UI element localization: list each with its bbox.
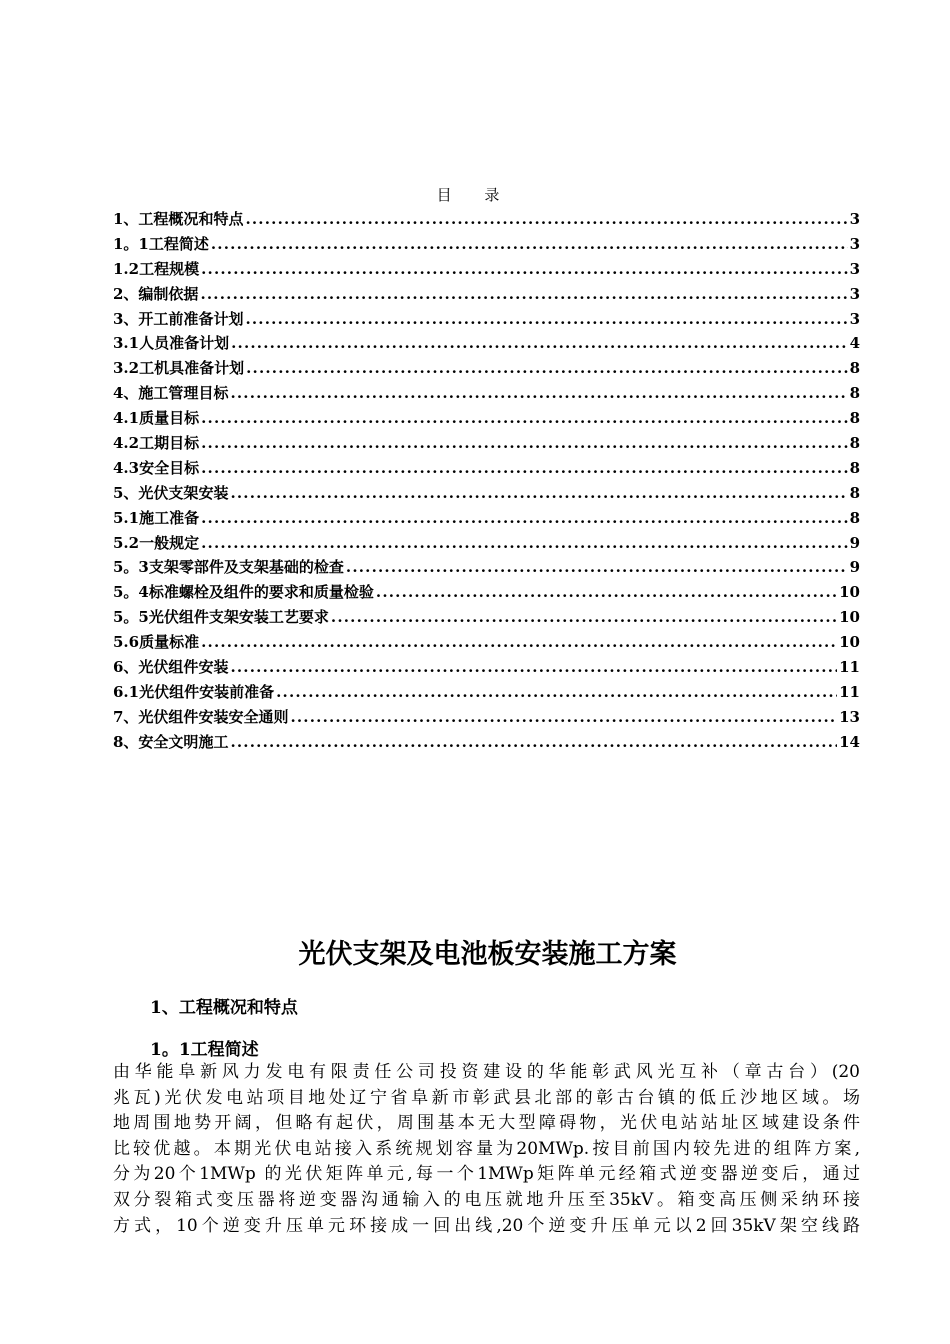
toc-entry-label: 4.2工期目标 (113, 434, 200, 453)
paragraph-line: 双分裂箱式变压器将逆变器沟通输入的电压就地升压至35kV。箱变高压侧采纳环接 (113, 1189, 860, 1210)
toc-entry-label: 6.1光伏组件安装前准备 (113, 682, 275, 701)
toc-entry-label: 1.2工程规模 (113, 259, 200, 278)
toc-leader-dots (201, 630, 837, 655)
toc-leader-dots (230, 730, 837, 755)
toc-leader-dots (201, 456, 847, 481)
toc-entry-page: 10 (839, 583, 860, 602)
toc-entry-label: 7、光伏组件安装安全通则 (113, 707, 289, 726)
toc-entry-page: 3 (849, 309, 860, 328)
toc-entry-page: 10 (839, 608, 860, 627)
toc-entry[interactable] (113, 605, 860, 630)
toc-entry-label: 6、光伏组件安装 (113, 658, 229, 677)
toc-entry-label: 1。1工程简述 (113, 234, 209, 253)
toc-entry[interactable] (113, 331, 860, 356)
paragraph-line: 地周围地势开阔，但略有起伏，周围基本无大型障碍物，光伏电站站址区域建设条件 (113, 1113, 860, 1134)
toc-entry-page: 3 (849, 234, 860, 253)
toc-entry-label: 8、安全文明施工 (113, 732, 229, 751)
toc-entry[interactable] (113, 655, 860, 680)
paragraph-line: 比较优越。本期光伏电站接入系统规划容量为20MWp.按目前国内较先进的组阵方案, (113, 1138, 860, 1159)
toc-entry-label: 4.1质量目标 (113, 409, 200, 428)
toc-entry-label: 5。3支架零部件及支架基础的检查 (113, 558, 344, 577)
toc-entry[interactable] (113, 381, 860, 406)
toc-entry-page: 8 (849, 458, 860, 477)
toc-entry-page: 10 (839, 633, 860, 652)
toc-entry[interactable] (113, 356, 860, 381)
toc-entry[interactable] (113, 481, 860, 506)
toc-leader-dots (230, 655, 837, 680)
toc-entry-page: 14 (839, 732, 860, 751)
toc-entry-label: 3、开工前准备计划 (113, 309, 244, 328)
toc-entry-label: 5.6质量标准 (113, 633, 200, 652)
toc-entry[interactable] (113, 406, 860, 431)
toc-entry[interactable] (113, 730, 860, 755)
toc-entry-page: 8 (849, 483, 860, 502)
toc-leader-dots (201, 257, 847, 282)
toc-entry-label: 5。4标准螺栓及组件的要求和质量检验 (113, 583, 374, 602)
toc-entry-page: 8 (849, 359, 860, 378)
paragraph-line: 由华能阜新风力发电有限责任公司投资建设的华能彰武风光互补（章古台）(20 (113, 1062, 860, 1082)
toc-leader-dots (201, 506, 847, 531)
toc-entry-label: 4.3安全目标 (113, 458, 200, 477)
toc-entry-label: 4、施工管理目标 (113, 384, 229, 403)
toc-leader-dots (201, 431, 847, 456)
toc-leader-dots (230, 381, 847, 406)
toc-entry[interactable] (113, 506, 860, 531)
toc-entry-page: 3 (849, 210, 860, 228)
toc-entry-page: 9 (849, 533, 860, 552)
section-heading: 1、工程概况和特点 (150, 998, 298, 1018)
toc-entry-page: 11 (839, 658, 860, 677)
toc-entry[interactable] (113, 431, 860, 456)
toc-entry-page: 13 (839, 707, 860, 726)
toc-leader-dots (245, 207, 847, 232)
toc-entry-page: 8 (849, 384, 860, 403)
toc-entry[interactable] (113, 555, 860, 580)
toc-entry[interactable] (113, 307, 860, 332)
toc-entry[interactable] (113, 257, 860, 282)
toc-leader-dots (201, 406, 847, 431)
toc-leader-dots (230, 481, 847, 506)
toc-title: 目 录 (436, 186, 514, 204)
toc-entry-page: 8 (849, 409, 860, 428)
toc-entry[interactable] (113, 456, 860, 481)
toc-leader-dots (376, 580, 837, 605)
toc-entry-label: 5.2一般规定 (113, 533, 200, 552)
paragraph-line: 兆瓦)光伏发电站项目地处辽宁省阜新市彰武县北部的彰古台镇的低丘沙地区域。场 (113, 1087, 860, 1108)
toc-leader-dots (245, 307, 847, 332)
paragraph-line: 分为20个1MWp 的光伏矩阵单元,每一个1MWp矩阵单元经箱式逆变器逆变后，通过 (113, 1164, 860, 1185)
toc-leader-dots (201, 531, 847, 556)
toc-entry[interactable] (113, 282, 860, 307)
toc-leader-dots (346, 555, 848, 580)
toc-entry-label: 3.1人员准备计划 (113, 334, 230, 353)
toc-entry[interactable] (113, 705, 860, 730)
toc-entry-label: 3.2工机具准备计划 (113, 359, 245, 378)
toc-leader-dots (331, 605, 837, 630)
toc-entry-page: 9 (849, 558, 860, 577)
toc-entry-page: 3 (849, 259, 860, 278)
toc-entry-page: 11 (839, 682, 860, 701)
toc-leader-dots (200, 282, 847, 307)
toc-entry-page: 4 (849, 334, 860, 353)
body-paragraph (113, 1060, 860, 1239)
toc-entry[interactable] (113, 232, 860, 257)
toc-entry-label: 5.1施工准备 (113, 508, 200, 527)
toc-entry-label: 1、工程概况和特点 (113, 210, 244, 228)
toc-entry[interactable] (113, 207, 860, 232)
toc-entry[interactable] (113, 531, 860, 556)
toc-entry[interactable] (113, 580, 860, 605)
table-of-contents (113, 207, 860, 755)
toc-leader-dots (246, 356, 847, 381)
toc-entry-label: 2、编制依据 (113, 284, 199, 303)
toc-leader-dots (276, 680, 837, 705)
toc-entry-page: 8 (849, 508, 860, 527)
toc-leader-dots (290, 705, 837, 730)
toc-entry[interactable] (113, 680, 860, 705)
toc-entry-label: 5、光伏支架安装 (113, 483, 229, 502)
toc-entry-label: 5。5光伏组件支架安装工艺要求 (113, 608, 329, 627)
paragraph-line: 方式，10个逆变升压单元环接成一回出线,20个逆变升压单元以2回35kV架空线路 (113, 1215, 860, 1236)
document-title: 光伏支架及电池板安装施工方案 (298, 939, 677, 970)
toc-entry[interactable] (113, 630, 860, 655)
toc-entry-page: 8 (849, 434, 860, 453)
toc-leader-dots (231, 331, 847, 356)
toc-leader-dots (211, 232, 848, 257)
subsection-heading: 1。1工程简述 (150, 1040, 259, 1060)
toc-entry-page: 3 (849, 284, 860, 303)
